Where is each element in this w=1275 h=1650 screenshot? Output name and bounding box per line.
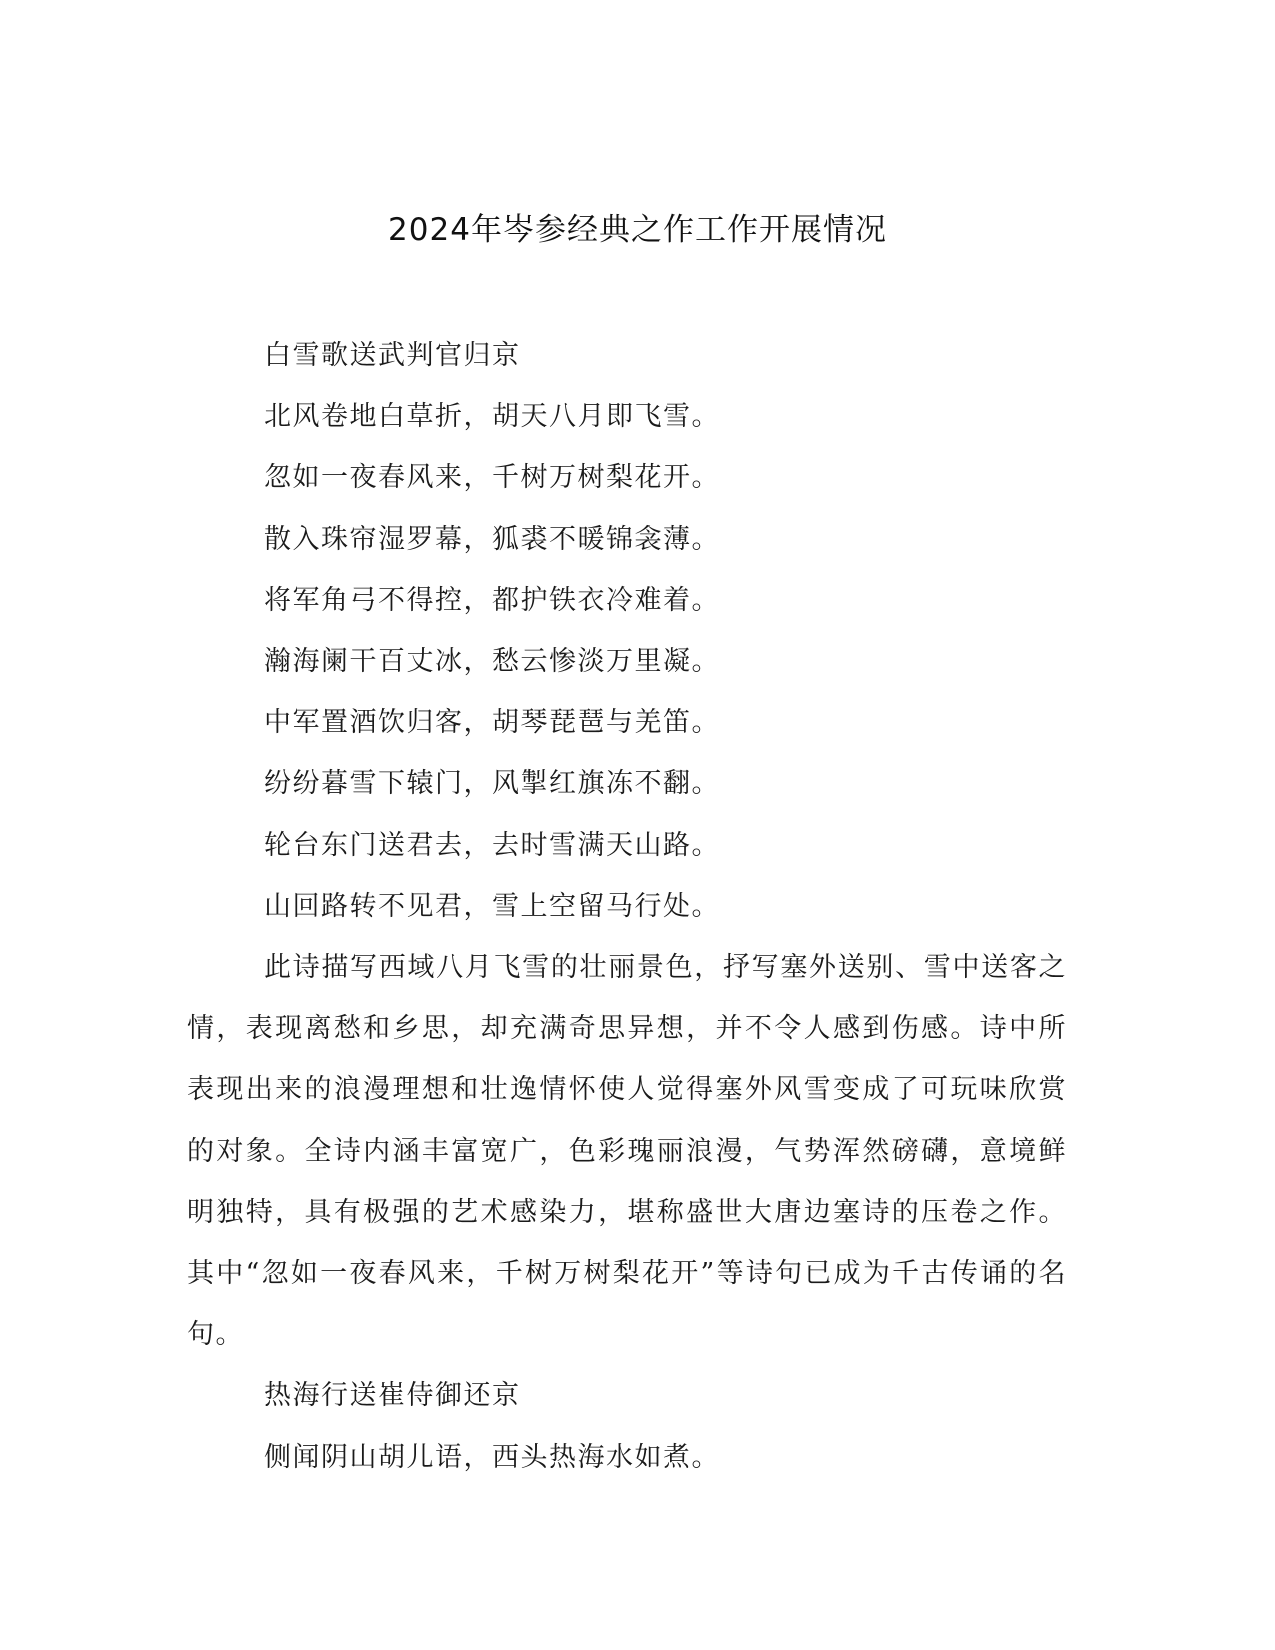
poem-line: 瀚海阑干百丈冰，愁云惨淡万里凝。 (264, 646, 720, 678)
commentary-paragraph: 此诗描写西域八月飞雪的壮丽景色，抒写塞外送别、雪中送客之情，表现离愁和乡思，却充满奇思异想，并不令人感到伤感。诗中所表现出来的浪漫理想和壮逸情怀使人觉得塞外风雪变成了可玩味欣赏的对象。全诗内涵丰富宽广，色彩瑰丽浪漫，气势浑然磅礴，意境鲜明独特，具有极强的艺术感染力，堪称盛世大唐边塞诗的压卷之作。其中“忽如一夜春风来，千树万树梨花开”等诗句已成为千古传诵的名句。 (187, 952, 1067, 1351)
poem-line: 山回路转不见君，雪上空留马行处。 (264, 890, 720, 922)
poem-line: 中军置酒饮归客，胡琴琵琶与羌笛。 (264, 707, 720, 739)
document-body (187, 325, 1067, 1488)
poem-line: 北风卷地白草折，胡天八月即飞雪。 (264, 401, 720, 433)
poem-line: 轮台东门送君去，去时雪满天山路。 (264, 829, 720, 861)
poem-line: 纷纷暮雪下辕门，风掣红旗冻不翻。 (264, 768, 720, 800)
poem-line: 将军角弓不得控，都护铁衣冷难着。 (264, 584, 720, 616)
poem-title: 白雪歌送武判官归京 (264, 340, 521, 371)
poem-line: 忽如一夜春风来，千树万树梨花开。 (264, 462, 720, 494)
poem-title: 热海行送崔侍御还京 (264, 1380, 521, 1412)
poem-line: 侧闻阴山胡儿语，西头热海水如煮。 (264, 1441, 720, 1473)
poem-line: 散入珠帘湿罗幕，狐裘不暖锦衾薄。 (264, 523, 720, 555)
document-title: 2024年岑参经典之作工作开展情况 (388, 212, 887, 248)
